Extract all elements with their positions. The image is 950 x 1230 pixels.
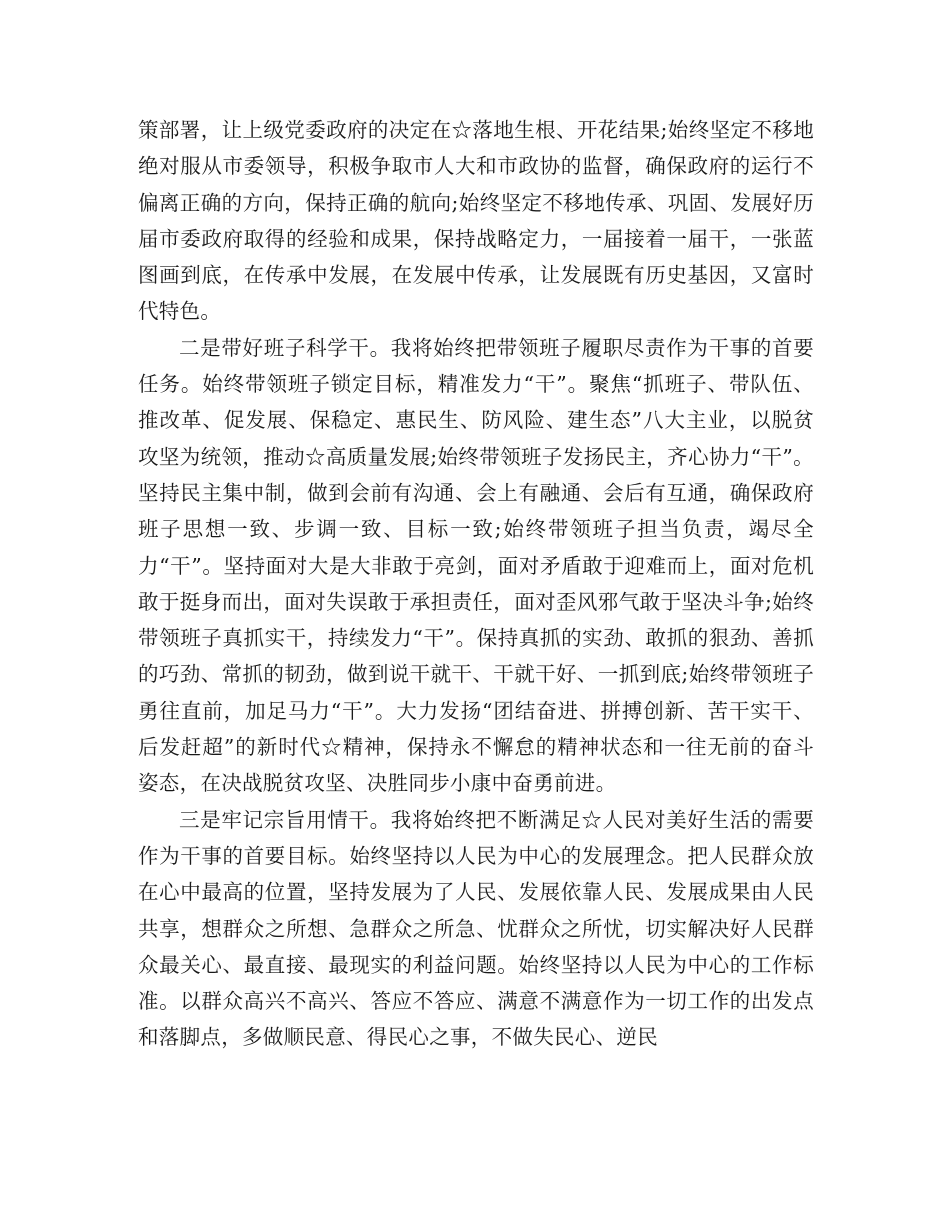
document-page — [138, 112, 814, 1056]
paragraph-2: 二是带好班子科学干。我将始终把带领班子履职尽责作为干事的首要任务。始终带领班子锁定目标，精准发力“干”。聚焦“抓班子、带队伍、推改革、促发展、保稳定、惠民生、防风险、建生态”八大主业，以脱贫攻坚为统领，推动☆高质量发展;始终带领班子发扬民主，齐心协力“干”。坚持民主集中制，做到会前有沟通、会上有融通、会后有互通，确保政府班子思想一致、步调一致、目标一致;始终带领班子担当负责，竭尽全力“干”。坚持面对大是大非敢于亮剑，面对矛盾敢于迎难而上，面对危机敢于挺身而出，面对失误敢于承担责任，面对歪风邪气敢于坚决斗争;始终带领班子真抓实干，持续发力“干”。保持真抓的实劲、敢抓的狠劲、善抓的巧劲、常抓的韧劲，做到说干就干、干就干好、一抓到底;始终带领班子勇往直前，加足马力“干”。大力发扬“团结奋进、拼搏创新、苦干实干、后发赶超”的新时代☆精神，保持永不懈怠的精神状态和一往无前的奋斗姿态，在决战脱贫攻坚、决胜同步小康中奋勇前进。 — [138, 335, 814, 796]
paragraph-1: 策部署，让上级党委政府的决定在☆落地生根、开花结果;始终坚定不移地绝对服从市委领导，积极争取市人大和市政协的监督，确保政府的运行不偏离正确的方向，保持正确的航向;始终坚定不移地传承、巩固、发展好历届市委政府取得的经验和成果，保持战略定力，一届接着一届干，一张蓝图画到底，在传承中发展，在发展中传承，让发展既有历史基因，又富时代特色。 — [138, 118, 814, 324]
paragraph-3: 三是牢记宗旨用情干。我将始终把不断满足☆人民对美好生活的需要作为干事的首要目标。始终坚持以人民为中心的发展理念。把人民群众放在心中最高的位置，坚持发展为了人民、发展依靠人民、发展成果由人民共享，想群众之所想、急群众之所急、忧群众之所忧，切实解决好人民群众最关心、最直接、最现实的利益问题。始终坚持以人民为中心的工作标准。以群众高兴不高兴、答应不答应、满意不满意作为一切工作的出发点和落脚点，多做顺民意、得民心之事，不做失民心、逆民 — [138, 807, 814, 1050]
